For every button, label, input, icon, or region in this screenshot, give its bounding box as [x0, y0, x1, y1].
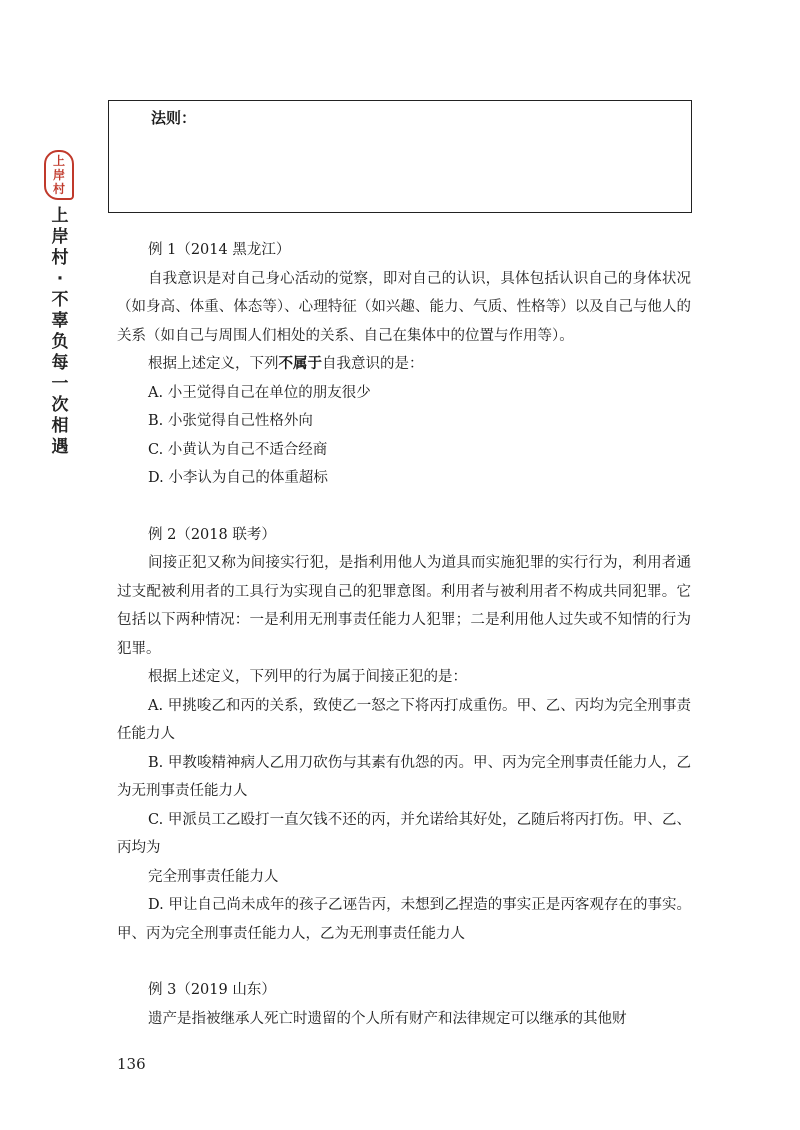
option-d: D. 小李认为自己的体重超标	[148, 470, 328, 486]
option-b: B. 小张觉得自己性格外向	[148, 413, 313, 429]
example-3-paragraph: 遗产是指被继承人死亡时遗留的个人所有财产和法律规定可以继承的其他财	[148, 1010, 627, 1027]
option-a: A. 小王觉得自己在单位的朋友很少	[148, 384, 371, 401]
option-d: D. 甲让自己尚未成年的孩子乙诬告丙，未想到乙捏造的事实正是丙客观存在的事实。甲、丙为完全刑事责任能力人，乙为无刑事责任能力人	[117, 897, 691, 942]
spacer	[117, 948, 691, 976]
option-c: C. 甲派员工乙殴打一直欠钱不还的丙，并允诺给其好处，乙随后将丙打伤。甲、乙、丙均为	[117, 811, 691, 856]
page-number: 136	[117, 1055, 146, 1073]
option-a: A. 甲挑唆乙和丙的关系，致使乙一怒之下将丙打成重伤。甲、乙、丙均为完全刑事责任能力人	[117, 697, 691, 742]
example-1-question: 根据上述定义，下列不属于自我意识的是：	[148, 356, 424, 372]
example-2-paragraph: 间接正犯又称为间接实行犯，是指利用他人为道具而实施犯罪的实行行为，利用者通过支配被利用者的工具行为实现自己的犯罪意图。利用者与被利用者不构成共同犯罪。它包括以下两种情况：一是利用无刑事责任能力人犯罪；二是利用他人过失或不知情的行为犯罪。	[117, 555, 691, 657]
option-b: B. 甲教唆精神病人乙用刀砍伤与其素有仇怨的丙。甲、丙为完全刑事责任能力人，乙为无刑事责任能力人	[117, 754, 691, 799]
option-c-continued: 完全刑事责任能力人	[148, 868, 279, 885]
example-1-paragraph: 自我意识是对自己身心活动的觉察，即对自己的认识，具体包括认识自己的身体状况（如身高、体重、体态等）、心理特征（如兴趣、能力、气质、性格等）以及自己与他人的关系（如自己与周围人们相处的关系、自己在集体中的位置与作用等）。	[117, 270, 691, 344]
option-c: C. 小黄认为自己不适合经商	[148, 441, 328, 458]
example-2-title: 例 2（2018 联考）	[148, 526, 276, 543]
spacer	[117, 493, 691, 521]
example-1-title: 例 1（2014 黑龙江）	[148, 242, 291, 258]
side-brand-text: 上 岸 村 · 不 辜 负 每 一 次 相 遇	[51, 206, 69, 457]
rule-label: 法则：	[151, 109, 197, 127]
main-content	[117, 236, 691, 1033]
rule-box	[108, 100, 692, 213]
emphasis-text: 不属于	[278, 356, 322, 372]
example-3-title: 例 3（2019 山东）	[148, 982, 276, 998]
example-2-question: 根据上述定义，下列甲的行为属于间接正犯的是：	[148, 669, 467, 685]
seal-logo: 上 岸 村	[44, 150, 74, 200]
